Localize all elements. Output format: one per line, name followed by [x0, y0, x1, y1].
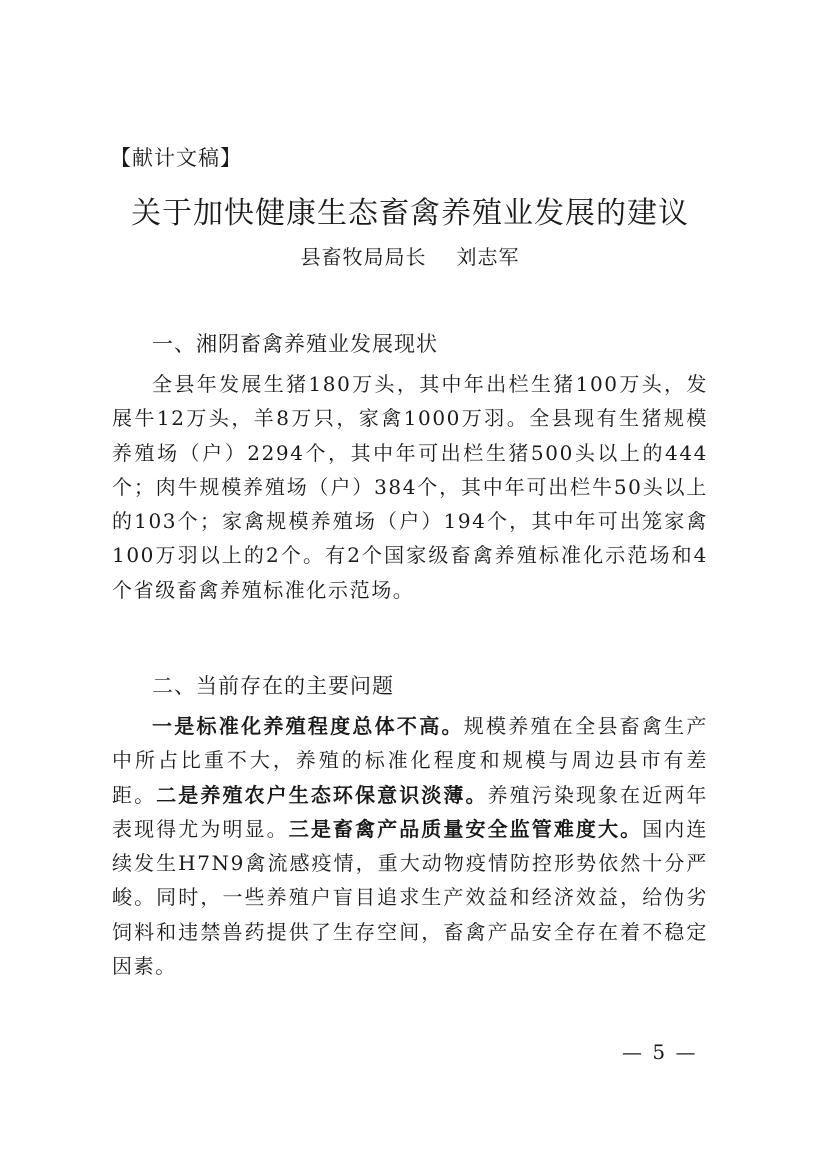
- problem-3-title: 三是畜禽产品质量安全监管难度大。: [288, 816, 643, 841]
- page-title: 关于加快健康生态畜禽养殖业发展的建议: [131, 196, 689, 231]
- document-tag: 【献计文稿】: [110, 146, 242, 170]
- problem-3-text: 国内连续发生H7N9禽流感疫情，重大动物疫情防控形势依然十分严峻。同时，一些养殖户盲目追求生产效益和经济效益，给伪劣饲料和违禁兽药提供了生存空间，畜禽产品安全存在着不稳定因素。: [112, 816, 708, 979]
- paragraph-problems: [112, 709, 708, 983]
- problem-1-title: 一是标准化养殖程度总体不高。: [152, 714, 464, 738]
- author-role: 县畜牧局局长: [300, 245, 427, 269]
- page-number: — 5 —: [622, 1040, 698, 1064]
- section-heading-status: 一、湘阴畜禽养殖业发展现状: [152, 332, 438, 356]
- problem-2-text: 养殖污染现象在近两年表现得尤为明显。: [112, 782, 709, 841]
- byline: [0, 241, 820, 270]
- problem-2-title: 二是养殖农户生态环保意识淡薄。: [156, 782, 488, 807]
- section-heading-problems: 二、当前存在的主要问题: [152, 674, 394, 698]
- paragraph-status: 全县年发展生猪180万头，其中年出栏生猪100万头，发展牛12万头，羊8万只，家禽1000万羽。全县现有生猪规模养殖场（户）2294个，其中年可出栏生猪500头以上的444个；肉牛规模养殖场（户）384个，其中年可出栏牛50头以上的103个；家禽规模养殖场（户）194个，其中年可出笼家禽100万羽以上的2个。有2个国家级畜禽养殖标准化示范场和4个省级畜禽养殖标准化示范场。: [112, 372, 708, 602]
- problem-1-text: 规模养殖在全县畜禽生产中所占比重不大，养殖的标准化程度和规模与周边县市有差距。: [112, 714, 708, 807]
- author-name: 刘志军: [456, 245, 520, 269]
